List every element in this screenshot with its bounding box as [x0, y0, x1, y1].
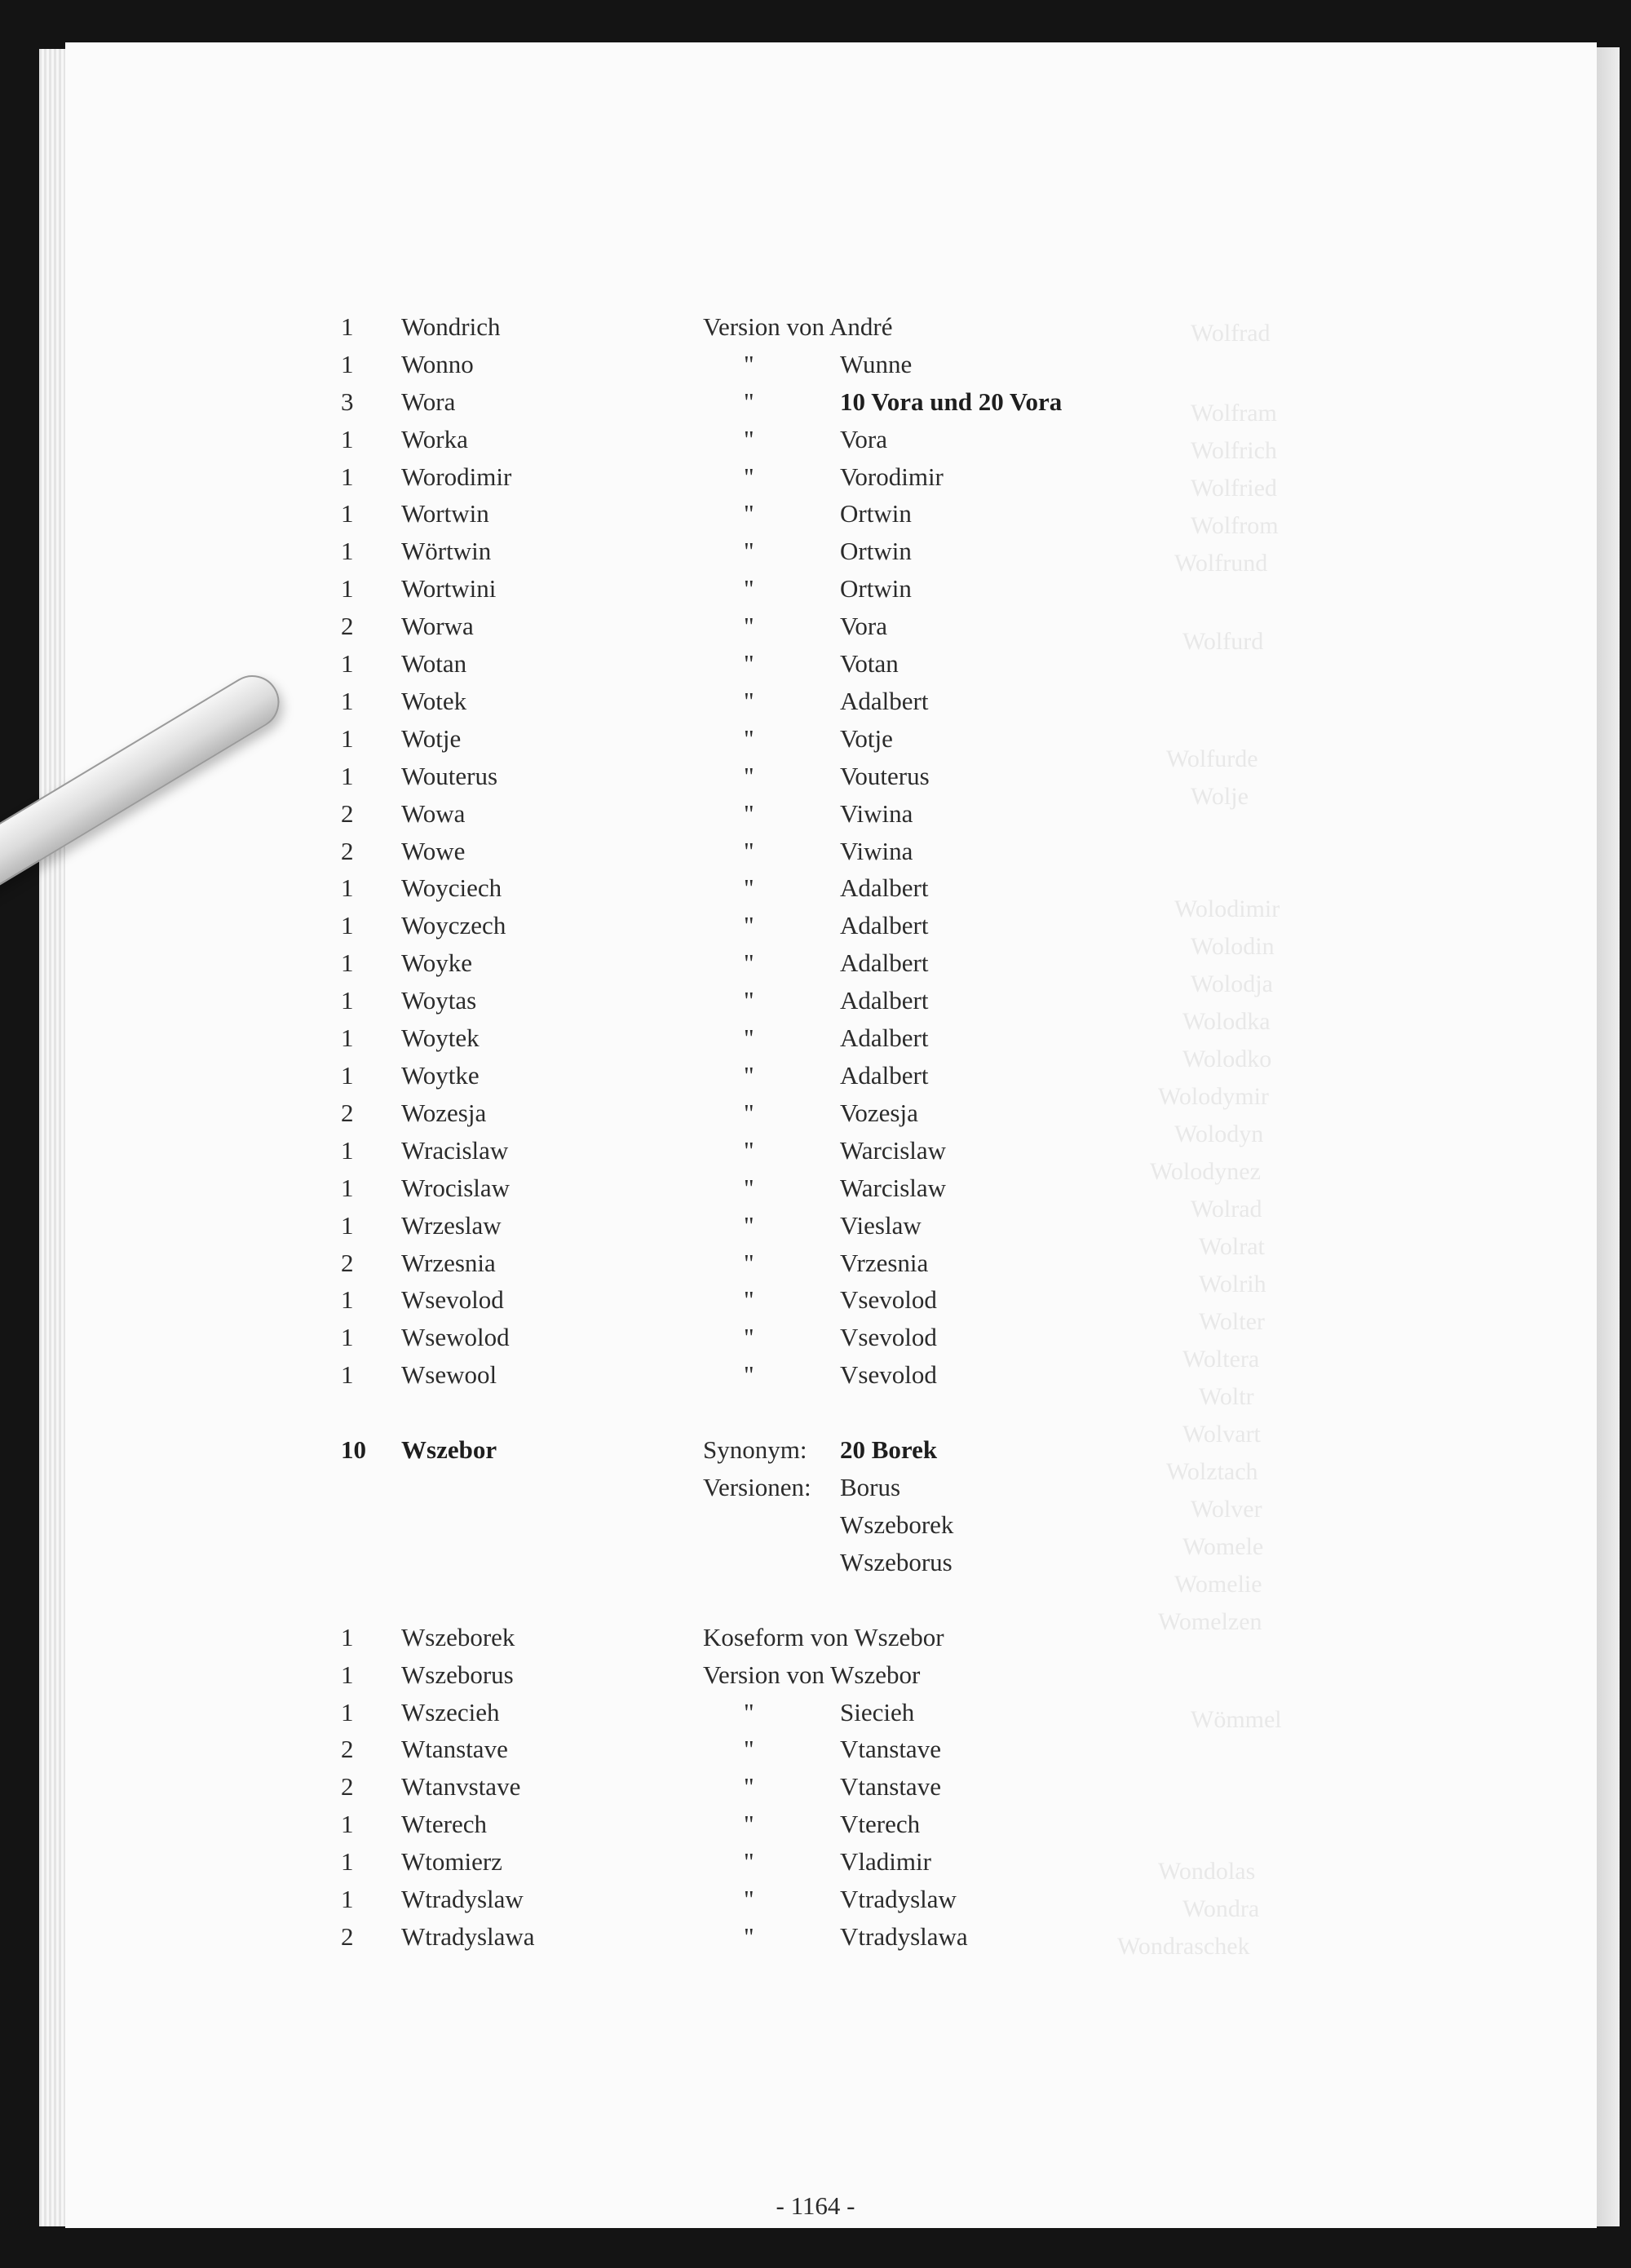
ditto-mark: " — [744, 1698, 754, 1726]
index-entry-row — [0, 608, 1631, 645]
entry-name: Wszecieh — [401, 1698, 500, 1726]
index-entry-row — [0, 833, 1631, 870]
entry-name: Wtomierz — [401, 1847, 502, 1876]
entry-count: 2 — [341, 1099, 354, 1127]
index-entry-row — [0, 1768, 1631, 1806]
entry-reference: Wunne — [840, 350, 913, 378]
entry-reference: Vtanstave — [840, 1772, 941, 1801]
index-entry-row — [0, 1057, 1631, 1094]
ditto-mark: " — [744, 1211, 754, 1240]
entry-count: 1 — [341, 1061, 354, 1090]
entry-name: Wrzeslaw — [401, 1211, 502, 1240]
index-entry-row — [0, 1656, 1631, 1694]
entry-reference: Vozesja — [840, 1099, 918, 1127]
entry-name: Wonno — [401, 350, 474, 378]
entry-count: 2 — [341, 799, 354, 828]
entry-reference: Votje — [840, 724, 893, 753]
index-entry-row — [0, 308, 1631, 346]
entry-reference: Vouterus — [840, 762, 930, 790]
entry-name: Wterech — [401, 1810, 487, 1838]
entry-name: Wörtwin — [401, 537, 492, 565]
entry-reference: Ortwin — [840, 537, 912, 565]
index-entry-row — [0, 346, 1631, 383]
entry-name: Woyczech — [401, 911, 506, 939]
index-entry-row — [0, 944, 1631, 982]
index-entry-row — [0, 1731, 1631, 1768]
entry-count: 1 — [341, 425, 354, 453]
entry-count: 1 — [341, 1136, 354, 1165]
entry-name: Wsevolod — [401, 1285, 504, 1314]
entry-name: Woytas — [401, 986, 477, 1015]
entry-name: Worwa — [401, 612, 474, 640]
entry-name: Wrzesnia — [401, 1249, 496, 1277]
scanned-book-page: Wolfrad Wolfram Wolfrich Wolfried Wolfrom Wolfrund Wolfurd Wolfurde Wolje Wolodimir Wolodin Wolodja Wolodka Wolodko Wolodymir Wolodyn Wolodynez Wolrad Wolrat Wolrih Wolter Woltera Woltr Wolvart Wolztach Wolver Womele Womelie Womelzen Wömmel Wondolas Wondra Wondraschek 1 Wondrich Version von André 1 Wonno " Wunne 3 Wora " 10 Vora und 20 Vora 1 Worka " Vora 1 Worodimir " Vorodimir 1 Wortwin " Ortwin 1 Wörtwin " Ortwin 1 Wortwini " Ortwin 2 Worwa " Vora 1 Wotan " Votan 1 Wotek " Adalbert 1 Wotje " Votje 1 Wouterus " Vouterus 2 Wowa " Viwina 2 Wowe " Viwina 1 Woyciech " Adalbert 1 Woyczech " Adalbert 1 Woyke " Adalbert 1 Woytas " Adalbert 1 Woytek " Adalbert 1 Woytke " Adalbert 2 Wozesja " Vozesja 1 Wracislaw " Warcislaw 1 Wrocislaw " Warcislaw 1 Wrzeslaw " Vieslaw 2 Wrzesnia " Vrzesnia 1 Wsevolod " Vsevolod 1 Wsewolod " Vsevolod 1 Wsewool " Vsevolod 10 Wszebor Synonym: 20 Borek Versionen: Borus Wszeborek Wszeborus 1 Wszeborek Koseform von Wszebor 1 Wszeborus Version von Wszebor 1 Wszecieh " Siecieh 2 Wtanstave " Vtanstave 2 Wtanvstave " Vtanstave 1 Wterech " Vterech 1 Wtomierz " Vladimir 1 Wtradyslaw " Vtradyslaw 2 Wtradyslawa " Vtradyslawa - 1164 - — [0, 0, 1631, 2268]
entry-reference: Adalbert — [840, 873, 929, 902]
index-entry-row — [0, 1094, 1631, 1132]
ditto-mark: " — [744, 350, 754, 378]
entry-count: 1 — [341, 1211, 354, 1240]
index-entry-row — [0, 720, 1631, 758]
entry-relation: Version von André — [703, 312, 893, 341]
ditto-mark: " — [744, 1285, 754, 1314]
entry-count: 1 — [341, 911, 354, 939]
index-entry-row — [0, 383, 1631, 421]
entry-name: Worodimir — [401, 462, 512, 491]
index-entry-row — [0, 533, 1631, 570]
entry-count: 1 — [341, 1623, 354, 1651]
entry-reference: Vrzesnia — [840, 1249, 929, 1277]
entry-name: Wondrich — [401, 312, 501, 341]
entry-reference: Borus — [840, 1473, 901, 1501]
entry-name: Wowe — [401, 837, 466, 865]
index-entry-row — [0, 1918, 1631, 1956]
entry-name: Wracislaw — [401, 1136, 509, 1165]
entry-reference: Vladimir — [840, 1847, 931, 1876]
entry-count: 3 — [341, 387, 354, 416]
index-entry-row — [0, 683, 1631, 720]
ditto-mark: " — [744, 1323, 754, 1351]
entry-count: 1 — [341, 350, 354, 378]
ditto-mark: " — [744, 1922, 754, 1951]
entry-count: 1 — [341, 499, 354, 528]
entry-count: 1 — [341, 649, 354, 678]
entry-name: Wotan — [401, 649, 467, 678]
entry-reference: Vsevolod — [840, 1323, 937, 1351]
entry-count: 1 — [341, 986, 354, 1015]
entry-count: 1 — [341, 312, 354, 341]
index-entry-row — [0, 758, 1631, 795]
entry-reference: Vieslaw — [840, 1211, 922, 1240]
entry-reference: Warcislaw — [840, 1136, 947, 1165]
index-entry-row — [0, 1881, 1631, 1918]
entry-name: Wsewool — [401, 1360, 497, 1389]
ditto-mark: " — [744, 537, 754, 565]
index-entry-row — [0, 907, 1631, 944]
entry-count: 1 — [341, 762, 354, 790]
index-entry-row — [0, 495, 1631, 533]
entry-reference: Wszeborek — [840, 1510, 954, 1539]
entry-name: Wsewolod — [401, 1323, 510, 1351]
index-entry-row — [0, 1132, 1631, 1169]
entry-name: Wtanvstave — [401, 1772, 521, 1801]
entry-reference: Viwina — [840, 799, 913, 828]
entry-name: Wtanstave — [401, 1735, 508, 1763]
ditto-mark: " — [744, 911, 754, 939]
ditto-mark: " — [744, 649, 754, 678]
entry-reference: Adalbert — [840, 687, 929, 715]
index-entry-row — [0, 421, 1631, 458]
entry-relation: Koseform von Wszebor — [703, 1623, 944, 1651]
entry-reference: Ortwin — [840, 499, 912, 528]
page-number: - 1164 - — [776, 2191, 855, 2220]
index-entry-row — [0, 1207, 1631, 1245]
entry-count: 1 — [341, 462, 354, 491]
entry-reference: Vtanstave — [840, 1735, 941, 1763]
index-entry-row — [0, 1169, 1631, 1207]
entry-name: Wora — [401, 387, 456, 416]
index-entry-row — [0, 645, 1631, 683]
index-entry-row — [0, 1281, 1631, 1319]
entry-reference: Adalbert — [840, 1061, 929, 1090]
entry-count: 1 — [341, 574, 354, 603]
index-entry-row — [0, 1019, 1631, 1057]
ditto-mark: " — [744, 687, 754, 715]
entry-count: 1 — [341, 1885, 354, 1913]
ditto-mark: " — [744, 574, 754, 603]
index-entry-row — [0, 1245, 1631, 1282]
entry-reference: Vorodimir — [840, 462, 944, 491]
ditto-mark: " — [744, 724, 754, 753]
ditto-mark: " — [744, 425, 754, 453]
entry-count: 1 — [341, 1660, 354, 1689]
ditto-mark: " — [744, 948, 754, 977]
entry-reference: Adalbert — [840, 911, 929, 939]
entry-reference: Vsevolod — [840, 1360, 937, 1389]
entry-name: Wotje — [401, 724, 462, 753]
index-entry-row — [0, 1431, 1631, 1469]
entry-name: Wozesja — [401, 1099, 487, 1127]
entry-relation: Version von Wszebor — [703, 1660, 921, 1689]
ditto-mark: " — [744, 1360, 754, 1389]
entry-name: Woytek — [401, 1023, 480, 1052]
ditto-mark: " — [744, 1023, 754, 1052]
entry-reference: Vora — [840, 612, 887, 640]
ditto-mark: " — [744, 1249, 754, 1277]
entry-name: Wszeborek — [401, 1623, 515, 1651]
ditto-mark: " — [744, 986, 754, 1015]
ditto-mark: " — [744, 1099, 754, 1127]
entry-count: 1 — [341, 537, 354, 565]
index-entry-row — [0, 869, 1631, 907]
ditto-mark: " — [744, 387, 754, 416]
entry-reference: Vora — [840, 425, 887, 453]
index-entry-row — [0, 1619, 1631, 1656]
ditto-mark: " — [744, 1772, 754, 1801]
entry-count: 2 — [341, 1249, 354, 1277]
entry-name: Wszebor — [401, 1435, 497, 1464]
entry-count: 1 — [341, 1360, 354, 1389]
entry-name: Wszeborus — [401, 1660, 514, 1689]
index-entry-row — [0, 1469, 1631, 1506]
entry-reference: Vterech — [840, 1810, 921, 1838]
entry-count: 1 — [341, 1698, 354, 1726]
entry-name: Woyke — [401, 948, 473, 977]
entry-name: Woyciech — [401, 873, 502, 902]
entry-count: 1 — [341, 1323, 354, 1351]
entry-count: 1 — [341, 1810, 354, 1838]
entry-count: 2 — [341, 1735, 354, 1763]
entry-count: 2 — [341, 1772, 354, 1801]
entry-count: 1 — [341, 1847, 354, 1876]
entry-reference: 20 Borek — [840, 1435, 938, 1464]
entry-count: 2 — [341, 1922, 354, 1951]
entry-count: 2 — [341, 837, 354, 865]
ditto-mark: " — [744, 1847, 754, 1876]
entry-reference: Vtradyslaw — [840, 1885, 957, 1913]
entry-name: Woytke — [401, 1061, 480, 1090]
index-entry-row — [0, 1806, 1631, 1843]
index-entry-row — [0, 1319, 1631, 1356]
index-entry-row — [0, 1544, 1631, 1581]
ditto-mark: " — [744, 1136, 754, 1165]
entry-reference: Adalbert — [840, 1023, 929, 1052]
ditto-mark: " — [744, 837, 754, 865]
ditto-mark: " — [744, 873, 754, 902]
entry-name: Wowa — [401, 799, 466, 828]
entry-count: 1 — [341, 873, 354, 902]
ditto-mark: " — [744, 1174, 754, 1202]
ditto-mark: " — [744, 612, 754, 640]
entry-relation: Synonym: — [703, 1435, 807, 1464]
entry-count: 2 — [341, 612, 354, 640]
entry-count: 10 — [341, 1435, 366, 1464]
ditto-mark: " — [744, 462, 754, 491]
entry-reference: Adalbert — [840, 986, 929, 1015]
entry-reference: Siecieh — [840, 1698, 915, 1726]
entry-name: Wouterus — [401, 762, 498, 790]
entry-reference: Adalbert — [840, 948, 929, 977]
entry-relation: Versionen: — [703, 1473, 811, 1501]
entry-count: 1 — [341, 724, 354, 753]
entry-name: Wortwin — [401, 499, 489, 528]
index-entry-row — [0, 570, 1631, 608]
entry-count: 1 — [341, 1023, 354, 1052]
entry-name: Wotek — [401, 687, 467, 715]
entry-reference: Votan — [840, 649, 899, 678]
ditto-mark: " — [744, 762, 754, 790]
entry-name: Wtradyslaw — [401, 1885, 524, 1913]
ditto-mark: " — [744, 499, 754, 528]
ditto-mark: " — [744, 1810, 754, 1838]
index-entry-row — [0, 795, 1631, 833]
entry-reference: Vtradyslawa — [840, 1922, 968, 1951]
ditto-mark: " — [744, 1735, 754, 1763]
entry-reference: Ortwin — [840, 574, 912, 603]
entry-reference: 10 Vora und 20 Vora — [840, 387, 1063, 416]
index-entry-row — [0, 458, 1631, 496]
entry-name: Wtradyslawa — [401, 1922, 535, 1951]
index-entry-row — [0, 1694, 1631, 1731]
entry-name: Wrocislaw — [401, 1174, 511, 1202]
index-entry-row — [0, 1843, 1631, 1881]
entry-reference: Viwina — [840, 837, 913, 865]
ditto-mark: " — [744, 799, 754, 828]
index-entry-row — [0, 1356, 1631, 1394]
entry-name: Worka — [401, 425, 468, 453]
entry-count: 1 — [341, 948, 354, 977]
entry-reference: Wszeborus — [840, 1548, 953, 1576]
entry-count: 1 — [341, 1285, 354, 1314]
ditto-mark: " — [744, 1885, 754, 1913]
entry-reference: Vsevolod — [840, 1285, 937, 1314]
entry-reference: Warcislaw — [840, 1174, 947, 1202]
entry-count: 1 — [341, 1174, 354, 1202]
ditto-mark: " — [744, 1061, 754, 1090]
entry-count: 1 — [341, 687, 354, 715]
entry-name: Wortwini — [401, 574, 497, 603]
index-entry-row — [0, 1506, 1631, 1544]
index-entry-row — [0, 982, 1631, 1019]
